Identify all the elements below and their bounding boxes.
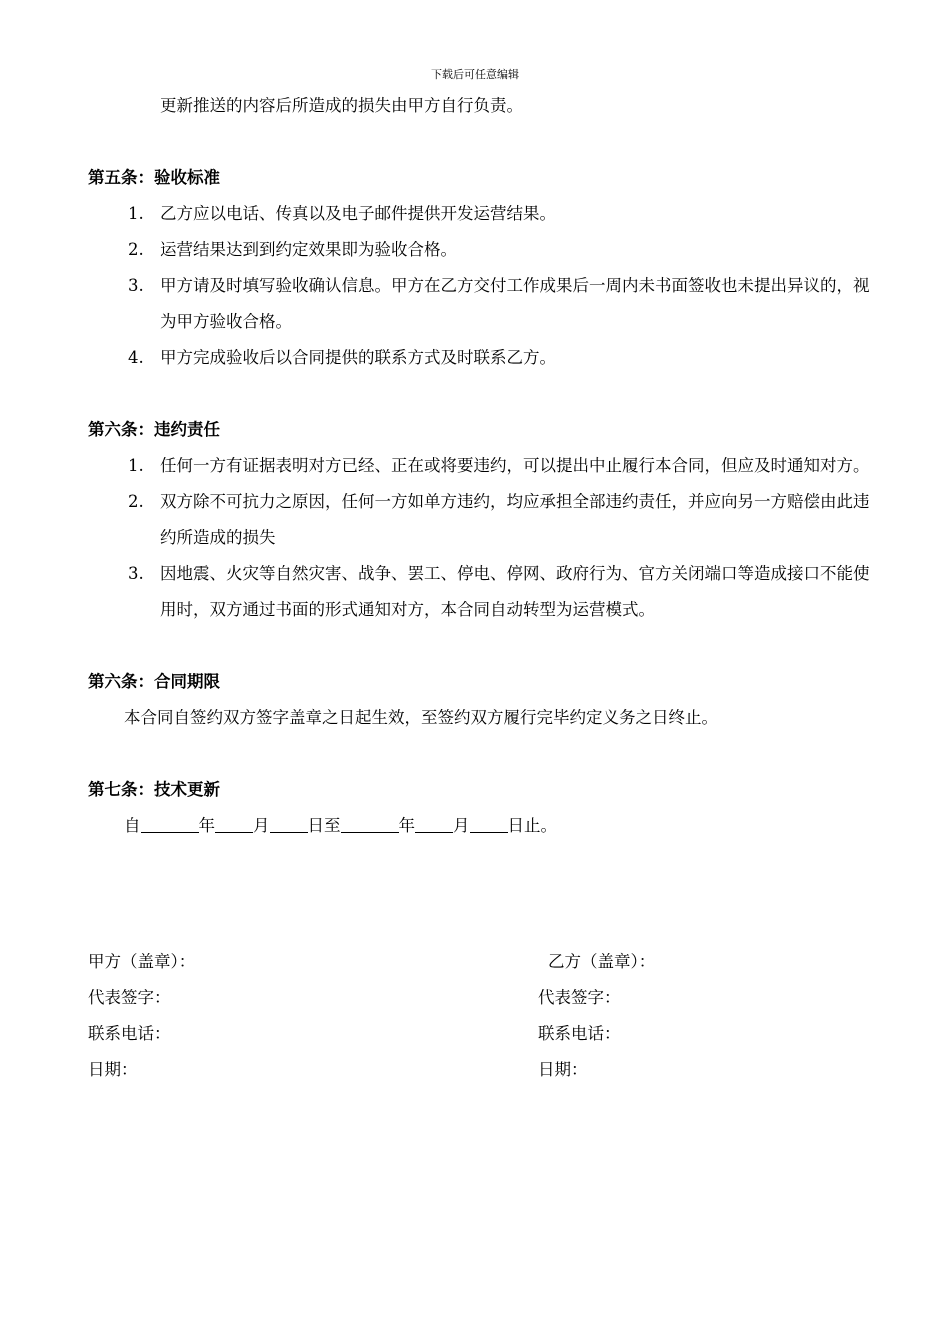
list-text: 运营结果达到到约定效果即为验收合格。 (160, 240, 457, 259)
section-6-list (88, 448, 878, 628)
party-a-rep: 代表签字： (88, 988, 171, 1007)
section-6-title: 第六条：违约责任 (88, 420, 220, 439)
signature-row-rep (88, 980, 878, 1016)
party-b-seal: 乙方（盖章）： (548, 952, 656, 971)
list-item (88, 556, 878, 628)
date-text: 年 (398, 816, 415, 835)
list-number: 1. (128, 204, 144, 223)
list-number: 2. (128, 240, 144, 259)
list-number: 4. (128, 348, 144, 367)
date-text: 自 (124, 816, 141, 835)
date-text: 月 (453, 816, 470, 835)
signature-block (88, 944, 878, 1088)
list-item (88, 232, 878, 268)
section-5-list (88, 196, 878, 376)
month-blank[interactable] (415, 814, 453, 833)
party-a-date: 日期： (88, 1060, 138, 1079)
party-a-seal: 甲方（盖章）： (88, 952, 196, 971)
section-term-body: 本合同自签约双方签字盖章之日起生效，至签约双方履行完毕约定义务之日终止。 (124, 708, 718, 727)
date-text: 日至 (307, 816, 341, 835)
date-text: 月 (253, 816, 270, 835)
day-blank[interactable] (470, 814, 508, 833)
list-number: 3. (128, 276, 144, 295)
intro-continuation: 更新推送的内容后所造成的损失由甲方自行负责。 (160, 96, 523, 115)
list-text: 甲方请及时填写验收确认信息。甲方在乙方交付工作成果后一周内未书面签收也未提出异议的，视为甲方验收合格。 (160, 276, 870, 331)
list-item (88, 448, 878, 484)
list-number: 3. (128, 564, 144, 583)
list-item (88, 484, 878, 556)
date-range-line (88, 808, 878, 844)
day-blank[interactable] (270, 814, 308, 833)
signature-row-date (88, 1052, 878, 1088)
list-number: 2. (128, 492, 144, 511)
document-body (88, 88, 878, 844)
section-5-title: 第五条：验收标准 (88, 168, 220, 187)
list-text: 乙方应以电话、传真以及电子邮件提供开发运营结果。 (160, 204, 556, 223)
list-text: 因地震、火灾等自然灾害、战争、罢工、停电、停网、政府行为、官方关闭端口等造成接口不能使用时，双方通过书面的形式通知对方，本合同自动转型为运营模式。 (160, 564, 870, 619)
header-watermark: 下载后可任意编辑 (431, 68, 519, 81)
year-blank[interactable] (341, 814, 399, 833)
party-a-phone: 联系电话： (88, 1024, 171, 1043)
party-b-phone: 联系电话： (538, 1024, 621, 1043)
list-item (88, 196, 878, 232)
section-term-title: 第六条：合同期限 (88, 672, 220, 691)
signature-row-seal (88, 944, 878, 980)
year-blank[interactable] (141, 814, 199, 833)
signature-row-phone (88, 1016, 878, 1052)
date-text: 年 (198, 816, 215, 835)
list-number: 1. (128, 456, 144, 475)
date-text: 日止。 (507, 816, 557, 835)
list-item (88, 340, 878, 376)
list-item (88, 268, 878, 340)
list-text: 双方除不可抗力之原因，任何一方如单方违约，均应承担全部违约责任，并应向另一方赔偿由此违约所造成的损失 (160, 492, 870, 547)
month-blank[interactable] (215, 814, 253, 833)
party-b-date: 日期： (538, 1060, 588, 1079)
list-text: 甲方完成验收后以合同提供的联系方式及时联系乙方。 (160, 348, 556, 367)
section-7-title: 第七条：技术更新 (88, 780, 220, 799)
list-text: 任何一方有证据表明对方已经、正在或将要违约，可以提出中止履行本合同，但应及时通知对方。 (160, 456, 870, 475)
party-b-rep: 代表签字： (538, 988, 621, 1007)
